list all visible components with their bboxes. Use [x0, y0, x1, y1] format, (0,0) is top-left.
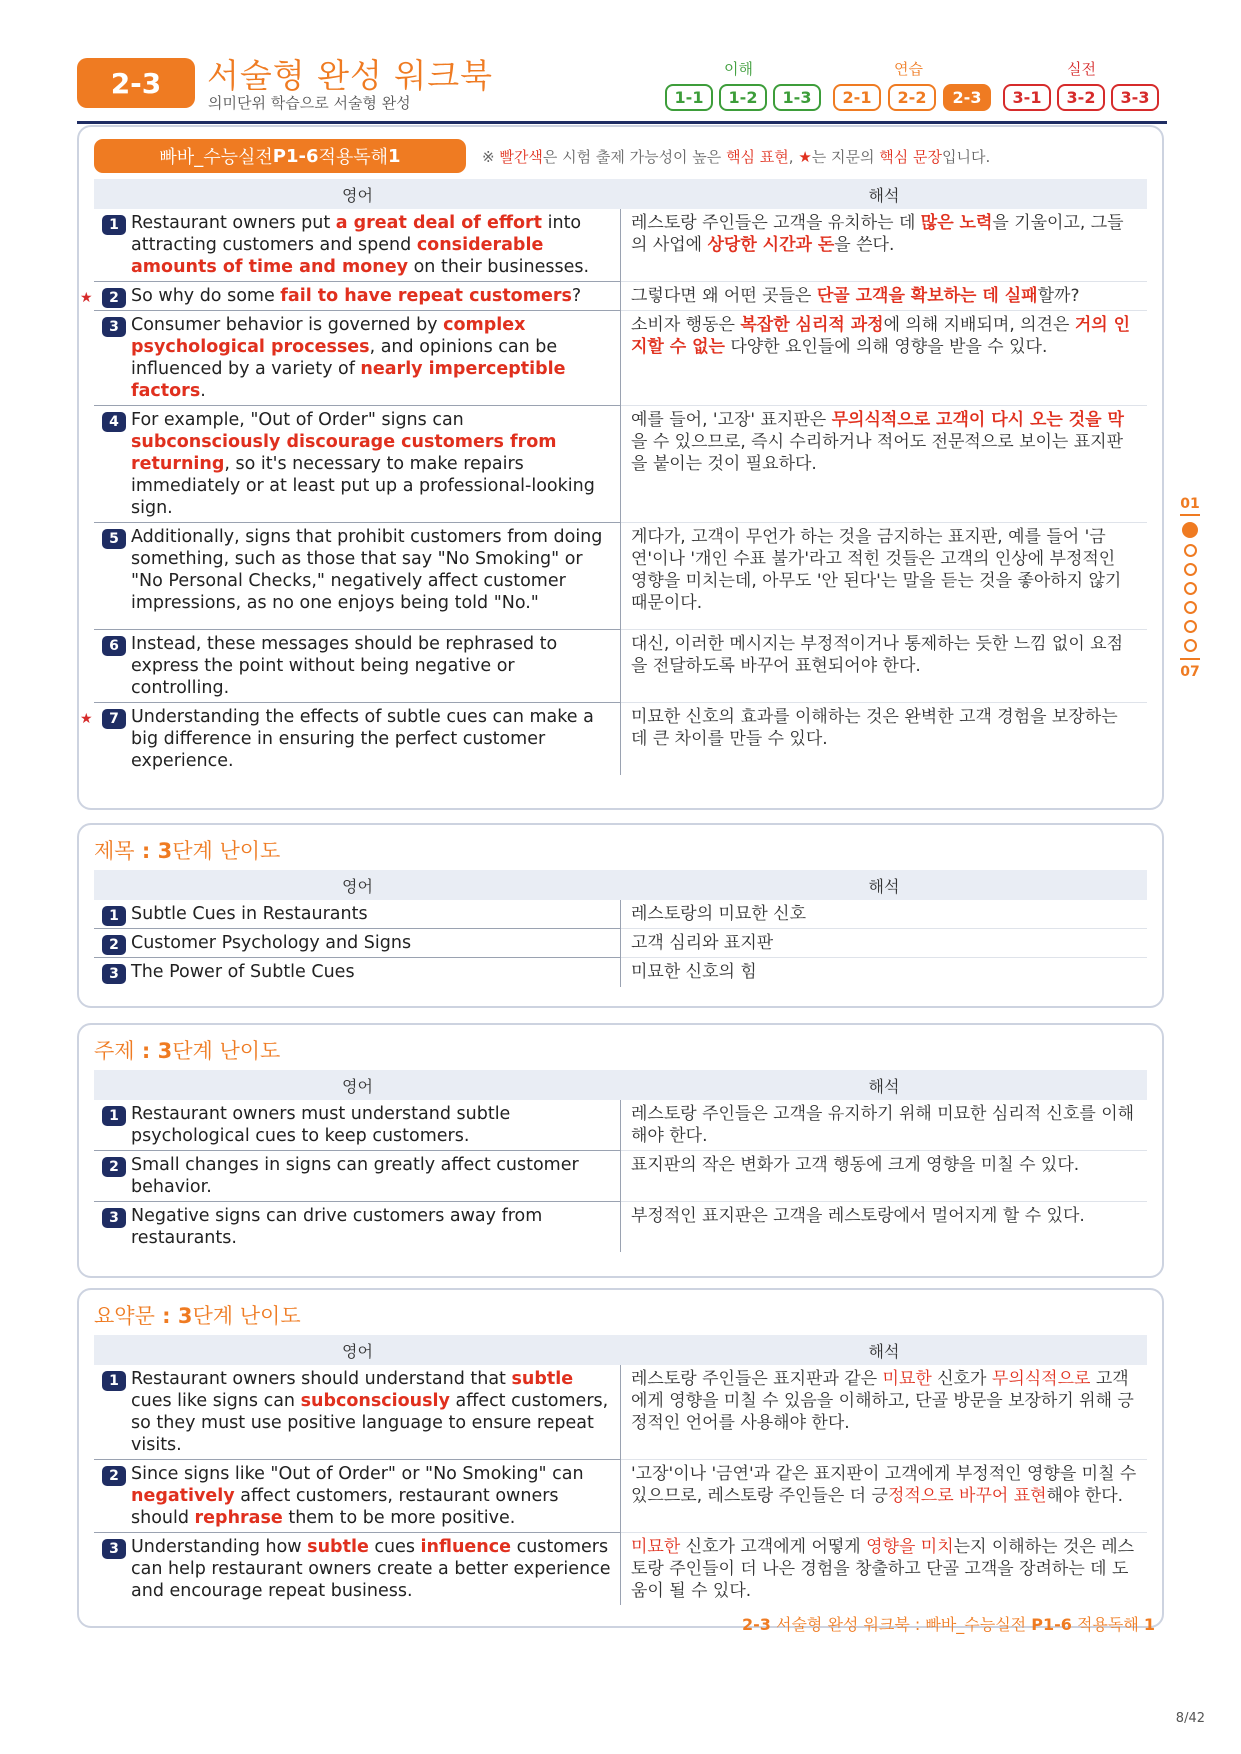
english-cell	[94, 311, 621, 406]
footer-code-bold: P1-6	[1031, 1615, 1072, 1634]
english-text: Subtle Cues in Restaurants	[131, 904, 368, 924]
summary-table	[94, 1335, 1147, 1605]
table-body	[94, 1365, 1147, 1605]
column-header-translation: 해석	[868, 1341, 900, 1361]
translation-highlight: 미묘한	[631, 1537, 681, 1557]
note-mark: ※	[482, 148, 500, 166]
english-cell	[94, 929, 621, 958]
translation-text: 을 기울이고, 그들의 사업에	[631, 213, 1124, 255]
footer-book: 빠바_수능실전	[925, 1615, 1032, 1634]
column-header-english: 영어	[342, 876, 373, 896]
english-highlight: complex psychological processes	[131, 315, 526, 357]
sidenav-dot[interactable]	[1184, 563, 1197, 576]
note-text: ,	[788, 148, 799, 166]
english-text: .	[200, 381, 206, 401]
translation-highlight: 정적으로 바꾸어 표현	[887, 1486, 1047, 1506]
translation-text: 신호가	[931, 1369, 992, 1389]
star-icon: ★	[798, 148, 812, 166]
english-text: customers can help restaurant owners create a better experience and encourage repeat business.	[131, 1537, 611, 1601]
translation-text: 다양한 요인들에 의해 영향을 받을 수 있다.	[724, 337, 1048, 357]
title-panel	[77, 823, 1164, 1008]
page-footer	[742, 1612, 1155, 1635]
translation-text: 레스토랑 주인들은 고객을 유치하는 데	[631, 213, 921, 233]
level-button-1-2[interactable]: 1-2	[719, 84, 767, 111]
table-row	[94, 523, 1147, 630]
english-text: Restaurant owners put	[131, 213, 336, 233]
table-body	[94, 900, 1147, 987]
level-label-understand: 이해	[724, 60, 753, 78]
sidenav-dot[interactable]	[1184, 639, 1197, 652]
translation-text: 할까?	[1037, 286, 1080, 306]
english-cell	[94, 1151, 621, 1202]
section-heading	[94, 1035, 280, 1065]
translation-cell	[621, 1365, 1147, 1460]
sentence-number-badge: 1	[102, 1371, 126, 1391]
translation-text: 을 쓴다.	[834, 235, 895, 255]
level-label-practice: 연습	[894, 60, 923, 78]
translation-text: 을 수 있으므로, 즉시 수리하거나 적어도 전문적으로 보이는 표지판을 붙이는 것이 필요하다.	[631, 432, 1124, 474]
heading-level: : 3	[154, 1304, 193, 1328]
legend-note	[482, 146, 990, 167]
level-button-2-1[interactable]: 2-1	[833, 84, 881, 111]
english-highlight: fail to have repeat customers	[280, 286, 572, 306]
english-text: Consumer behavior is governed by	[131, 315, 444, 335]
table-row	[94, 1365, 1147, 1460]
table-row	[94, 1202, 1147, 1252]
table-body	[94, 1100, 1147, 1252]
english-text: Instead, these messages should be rephrased to express the point without being negative or controlling.	[131, 634, 558, 698]
english-text: affect customers, so they must use positive language to ensure repeat visits.	[131, 1391, 609, 1455]
heading-label: 주제	[94, 1039, 135, 1063]
english-cell	[94, 406, 621, 523]
english-highlight: a great deal of effort	[335, 213, 543, 233]
translation-text: 미묘한 신호의 효과를 이해하는 것은 완벽한 고객 경험을 보장하는 데 큰 차이를 만들 수 있다.	[631, 707, 1118, 749]
english-highlight: subtle	[307, 1537, 369, 1557]
table-header	[94, 1335, 1147, 1365]
table-row	[80, 703, 1147, 775]
sentence-number-badge: 3	[102, 964, 126, 984]
english-cell	[94, 1202, 621, 1252]
footer-suffix: 적용독해	[1071, 1615, 1144, 1634]
column-header-translation: 해석	[868, 185, 900, 205]
translation-cell	[621, 282, 1147, 311]
reading-table	[80, 179, 1147, 775]
topic-table	[94, 1070, 1147, 1252]
page-header	[77, 50, 1167, 125]
table-header	[94, 870, 1147, 900]
sentence-number-badge: 6	[102, 636, 126, 656]
sentence-number-badge: 4	[102, 412, 126, 432]
topic-panel	[77, 1023, 1164, 1278]
english-text: Small changes in signs can greatly affect customer behavior.	[131, 1155, 579, 1197]
english-cell	[94, 1365, 621, 1460]
translation-text: 해야 한다.	[1046, 1486, 1124, 1506]
summary-panel	[77, 1288, 1164, 1628]
page-number: 8/42	[1175, 1711, 1205, 1726]
reading-panel	[77, 125, 1164, 810]
heading-label: 제목	[94, 839, 135, 863]
english-text: Understanding how	[131, 1537, 308, 1557]
translation-text: 신호가 고객에게 어떻게	[680, 1537, 867, 1557]
translation-text: 그렇다면 왜 어떤 곳들은	[631, 286, 817, 306]
english-text: ?	[571, 286, 582, 306]
translation-text: 고객에게 영향을 미칠 수 있음을 이해하고, 단골 방문을 보장하기 위해 긍정적인 언어를 사용해야 한다.	[631, 1369, 1134, 1433]
sentence-number-badge: 2	[102, 288, 126, 308]
section-badge-code: P1-6	[272, 145, 319, 167]
section-heading	[94, 1300, 301, 1330]
sentence-number-badge: 2	[102, 1157, 126, 1177]
translation-highlight: 많은 노력	[920, 213, 993, 233]
translation-text: 레스토랑 주인들은 고객을 유지하기 위해 미묘한 심리적 신호를 이해해야 한다.	[631, 1104, 1135, 1146]
translation-highlight: 무의식적으로	[991, 1369, 1091, 1389]
level-label-real: 실전	[1067, 60, 1096, 78]
translation-cell	[621, 406, 1147, 523]
table-header	[94, 1070, 1147, 1100]
sentence-number-badge: 1	[102, 215, 126, 235]
section-badge-number: 1	[388, 145, 401, 167]
translation-highlight: 미묘한	[882, 1369, 932, 1389]
english-text: affect customers, restaurant owners should	[131, 1486, 559, 1528]
english-text: on their businesses.	[408, 257, 590, 277]
translation-cell	[621, 929, 1147, 958]
star-icon: ★	[80, 711, 93, 727]
sentence-number-badge: 3	[102, 317, 126, 337]
translation-cell	[621, 209, 1147, 282]
translation-text: 미묘한 신호의 힘	[631, 962, 757, 982]
translation-text: 부정적인 표지판은 고객을 레스토랑에서 멀어지게 할 수 있다.	[631, 1206, 1085, 1226]
english-text: For example, "Out of Order" signs can	[131, 410, 464, 430]
note-key-sentence: 핵심 문장	[879, 148, 943, 166]
english-text: , so it's necessary to make repairs immediately or at least put up a professional-looking sign.	[131, 454, 595, 518]
note-text: 입니다.	[942, 148, 991, 166]
translation-text: 소비자 행동은	[631, 315, 741, 335]
english-text: Restaurant owners should understand that	[131, 1369, 512, 1389]
table-row	[94, 1151, 1147, 1202]
section-badge-prefix: 빠바_수능실전	[159, 147, 273, 168]
translation-cell	[621, 630, 1147, 703]
table-row	[94, 209, 1147, 282]
english-cell	[94, 900, 621, 929]
sentence-number-badge: 2	[102, 935, 126, 955]
translation-cell	[621, 900, 1147, 929]
translation-text: 게다가, 고객이 무언가 하는 것을 금지하는 표지판, 예를 들어 '금연'이나 '개인 수표 불가'라고 적힌 것들은 고객의 인상에 부정적인 영향을 미치는데, 아무도 '안 된다'는 말을 듣는 것을 좋아하지 않기 때문이다.	[631, 527, 1122, 613]
table-row	[94, 1100, 1147, 1151]
translation-text: 레스토랑 주인들은 표지판과 같은	[631, 1369, 883, 1389]
english-cell	[80, 703, 621, 775]
table-header	[94, 179, 1147, 209]
english-text: Restaurant owners must understand subtle psychological cues to keep customers.	[131, 1104, 511, 1146]
translation-highlight: 거의 인지할 수 없는	[631, 315, 1130, 357]
translation-highlight: 단골 고객을 확보하는 데 실패	[816, 286, 1038, 306]
sentence-number-badge: 1	[102, 906, 126, 926]
english-cell	[94, 1533, 621, 1605]
translation-highlight: 상당한 시간과 돈	[707, 235, 835, 255]
english-highlight: nearly imperceptible factors	[131, 359, 566, 401]
translation-cell	[621, 1533, 1147, 1605]
english-cell	[80, 282, 621, 311]
page-subtitle: 의미단위 학습으로 서술형 완성	[208, 94, 411, 112]
english-text: them to be more positive.	[282, 1508, 516, 1528]
translation-cell	[621, 1202, 1147, 1252]
english-highlight: influence	[420, 1537, 512, 1557]
header-divider	[77, 121, 1167, 124]
footer-code: 2-3	[742, 1615, 771, 1634]
english-cell	[94, 958, 621, 987]
table-row	[94, 311, 1147, 406]
level-button-1-3[interactable]: 1-3	[773, 84, 821, 111]
sidenav-bottom-number: 07	[1180, 664, 1200, 680]
translation-text: 는지 이해하는 것은 레스토랑 주인들이 더 나은 경험을 창출하고 단골 고객을 장려하는 데 도움이 될 수 있다.	[631, 1537, 1135, 1601]
table-row	[80, 282, 1147, 311]
sentence-number-badge: 3	[102, 1208, 126, 1228]
table-row	[94, 1460, 1147, 1533]
unit-badge: 2-3	[77, 58, 195, 108]
table-row	[94, 406, 1147, 523]
level-button-2-2[interactable]: 2-2	[888, 84, 936, 111]
english-cell	[94, 209, 621, 282]
section-badge	[94, 139, 466, 173]
translation-cell	[621, 1460, 1147, 1533]
note-text: 는 지문의	[811, 148, 880, 166]
translation-cell	[621, 1151, 1147, 1202]
column-header-english: 영어	[342, 185, 373, 205]
translation-cell	[621, 311, 1147, 406]
translation-text: 에 의해 지배되며, 의견은	[883, 315, 1075, 335]
english-text: Since signs like "Out of Order" or "No Smoking" can	[131, 1464, 584, 1484]
sentence-number-badge: 1	[102, 1106, 126, 1126]
table-row	[94, 1533, 1147, 1605]
footer-title: 서술형 완성 워크북 :	[770, 1615, 926, 1634]
heading-difficulty: 단계 난이도	[172, 1039, 281, 1063]
translation-cell	[621, 523, 1147, 630]
section-heading	[94, 835, 280, 865]
english-text: Negative signs can drive customers away from restaurants.	[131, 1206, 543, 1248]
english-text: cues	[368, 1537, 421, 1557]
english-highlight: subconsciously	[300, 1391, 450, 1411]
level-button-3-2[interactable]: 3-2	[1057, 84, 1105, 111]
english-text: Customer Psychology and Signs	[131, 933, 412, 953]
english-highlight: considerable amounts of time and money	[131, 235, 544, 277]
translation-highlight: 영향을 미치	[866, 1537, 954, 1557]
heading-label: 요약문	[94, 1304, 155, 1328]
translation-text: 대신, 이러한 메시지는 부정적이거나 통제하는 듯한 느낌 없이 요점을 전달하도록 바꾸어 표현되어야 한다.	[631, 634, 1124, 676]
column-header-english: 영어	[342, 1341, 373, 1361]
english-cell	[94, 1460, 621, 1533]
translation-cell	[621, 958, 1147, 987]
english-text: , and opinions can be influenced by a variety of	[131, 337, 558, 379]
english-text: into attracting customers and spend	[131, 213, 582, 255]
column-header-english: 영어	[342, 1076, 373, 1096]
table-row	[94, 929, 1147, 958]
column-header-translation: 해석	[868, 876, 900, 896]
translation-text: 예를 들어, '고장' 표지판은	[631, 410, 832, 430]
english-cell	[94, 523, 621, 630]
translation-text: '고장'이나 '금연'과 같은 표지판이 고객에게 부정적인 영향을 미칠 수 있으므로, 레스토랑 주인들은 더 긍	[631, 1464, 1137, 1506]
translation-cell	[621, 703, 1147, 775]
sidenav-top-bar	[1180, 514, 1200, 516]
page-title: 서술형 완성 워크북	[207, 56, 494, 95]
sidenav-dot[interactable]	[1184, 582, 1197, 595]
note-red-label: 빨간색	[499, 148, 543, 166]
heading-difficulty: 단계 난이도	[172, 839, 281, 863]
table-body	[80, 209, 1147, 775]
sidenav-dot-active[interactable]	[1182, 522, 1198, 538]
level-button-3-3[interactable]: 3-3	[1111, 84, 1159, 111]
sentence-number-badge: 5	[102, 529, 126, 549]
english-text: So why do some	[131, 286, 281, 306]
star-icon: ★	[80, 290, 93, 306]
section-badge-suffix: 적용독해	[318, 147, 389, 168]
sentence-number-badge: 2	[102, 1466, 126, 1486]
translation-text: 고객 심리와 표지판	[631, 933, 774, 953]
english-text: Understanding the effects of subtle cues can make a big difference in ensuring the perfect customer experience.	[131, 707, 594, 771]
translation-text: 레스토랑의 미묘한 신호	[631, 904, 807, 924]
english-text: Additionally, signs that prohibit customers from doing something, such as those that say "No Smoking" or "No Personal Checks," negatively affect customer impressions, as no one enjoys being told "No."	[131, 527, 603, 613]
note-text: 은 시험 출제 가능성이 높은	[542, 148, 727, 166]
table-row	[94, 958, 1147, 987]
note-key-expression: 핵심 표현	[726, 148, 789, 166]
heading-difficulty: 단계 난이도	[192, 1304, 301, 1328]
english-highlight: rephrase	[194, 1508, 283, 1528]
column-header-translation: 해석	[868, 1076, 900, 1096]
sidenav-dot[interactable]	[1184, 544, 1197, 557]
table-row	[94, 900, 1147, 929]
english-highlight: subtle	[511, 1369, 574, 1389]
footer-number: 1	[1143, 1615, 1155, 1634]
level-button-2-3-active[interactable]: 2-3	[943, 84, 991, 111]
side-page-nav	[1177, 496, 1203, 680]
sentence-number-badge: 7	[102, 709, 126, 729]
title-table	[94, 870, 1147, 987]
english-text: The Power of Subtle Cues	[131, 962, 355, 982]
english-highlight: negatively	[131, 1486, 235, 1506]
level-button-3-1[interactable]: 3-1	[1003, 84, 1051, 111]
translation-text: 표지판의 작은 변화가 고객 행동에 크게 영향을 미칠 수 있다.	[631, 1155, 1080, 1175]
table-row	[94, 630, 1147, 703]
heading-level: : 3	[134, 1039, 173, 1063]
english-highlight: subconsciously discourage customers from returning	[131, 432, 557, 474]
level-button-1-1[interactable]: 1-1	[665, 84, 713, 111]
heading-level: : 3	[134, 839, 173, 863]
english-cell	[94, 1100, 621, 1151]
sidenav-dot[interactable]	[1184, 620, 1197, 633]
translation-highlight: 무의식적으로 고객이 다시 오는 것을 막	[831, 410, 1124, 430]
english-cell	[94, 630, 621, 703]
english-text: cues like signs can	[131, 1391, 301, 1411]
sidenav-bottom-bar	[1180, 658, 1200, 660]
sentence-number-badge: 3	[102, 1539, 126, 1559]
translation-highlight: 복잡한 심리적 과정	[740, 315, 884, 335]
sidenav-dot[interactable]	[1184, 601, 1197, 614]
translation-cell	[621, 1100, 1147, 1151]
sidenav-top-number: 01	[1180, 496, 1200, 512]
